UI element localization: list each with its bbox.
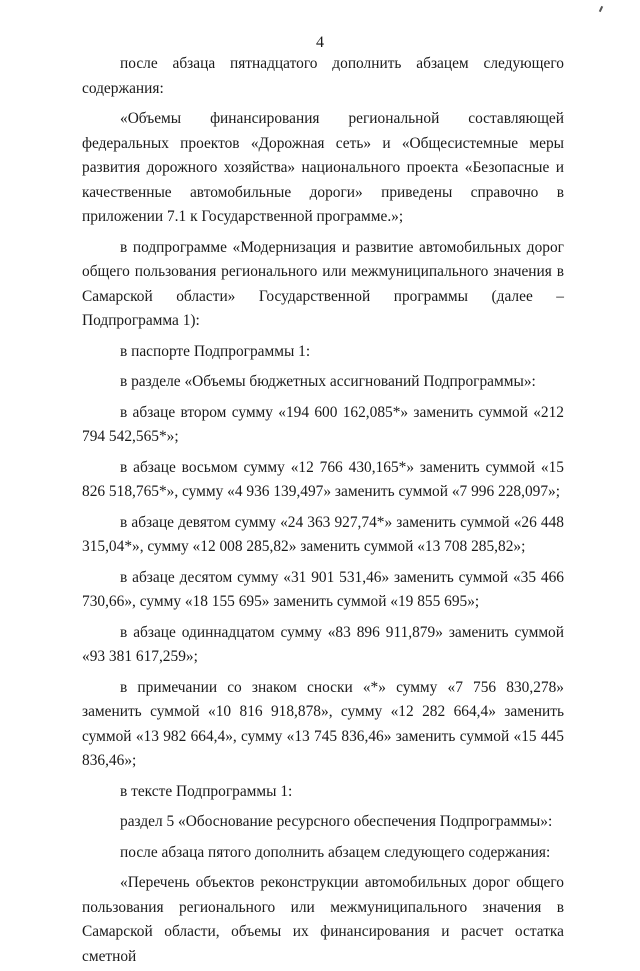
paragraph-3: в подпрограмме «Модернизация и развитие автомобильных дорог общего пользования регионального или межмуниципального значения в Самарской области» Государственной программы (далее – Подпрограмма 1):	[82, 238, 564, 329]
paragraph-11: в примечании со знаком сноски «*» сумму «7 756 830,278» заменить суммой «10 816 918,878», сумму «12 282 664,4» заменить суммой «13 982 664,4», сумму «13 745 836,46» заменить суммой «15 445 836,46»;	[82, 678, 564, 769]
paragraph-14: после абзаца пятого дополнить абзацем следующего содержания:	[120, 843, 551, 861]
page-number: 4	[316, 34, 324, 51]
paragraph-12: в тексте Подпрограммы 1:	[120, 782, 293, 800]
paragraph-7: в абзаце восьмом сумму «12 766 430,165*» заменить суммой «15 826 518,765*», сумму «4 936 139,497» заменить суммой «7 996 228,097»;	[82, 458, 564, 500]
paragraph-8: в абзаце девятом сумму «24 363 927,74*» заменить суммой «26 448 315,04*», сумму «12 008 285,82» заменить суммой «13 708 285,82»;	[82, 513, 564, 555]
paragraph-1: после абзаца пятнадцатого дополнить абзацем следующего содержания:	[82, 55, 564, 97]
paragraph-2: «Объемы финансирования региональной составляющей федеральных проектов «Дорожная сеть» и «Общесистемные меры развития дорожного хозяйства» национального проекта «Безопасные и качественные автомобильные дороги» приведены справочно в приложении 7.1 к Государственной программе.»;	[82, 110, 564, 225]
paragraph-15: «Перечень объектов реконструкции автомобильных дорог общего пользования регионального или межмуниципального значения в Самарской области, объемы их финансирования и расчет остатка сметной	[82, 874, 564, 965]
paragraph-13: раздел 5 «Обоснование ресурсного обеспечения Подпрограммы»:	[120, 813, 553, 830]
paragraph-4: в паспорте Подпрограммы 1:	[120, 342, 311, 360]
scan-mark	[599, 6, 603, 12]
paragraph-10: в абзаце одиннадцатом сумму «83 896 911,879» заменить суммой «93 381 617,259»;	[82, 623, 564, 665]
document-body	[82, 52, 564, 971]
paragraph-5: в разделе «Объемы бюджетных ассигнований Подпрограммы»:	[120, 373, 536, 390]
paragraph-6: в абзаце втором сумму «194 600 162,085*» заменить суммой «212 794 542,565*»;	[82, 403, 564, 445]
paragraph-9: в абзаце десятом сумму «31 901 531,46» заменить суммой «35 466 730,66», сумму «18 155 695» заменить суммой «19 855 695»;	[82, 568, 564, 610]
